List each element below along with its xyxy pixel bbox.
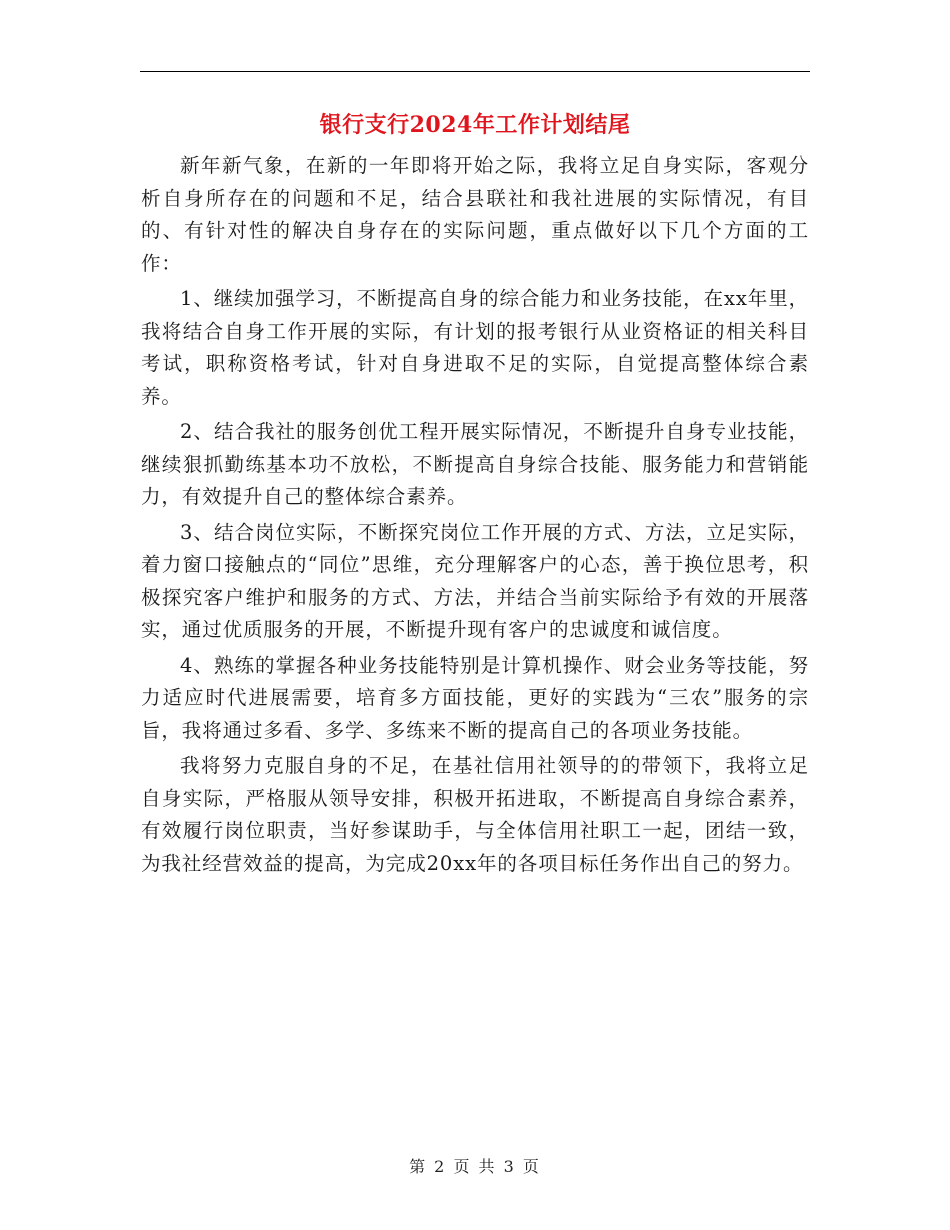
- plan-item-2-paragraph: 2、结合我社的服务创优工程开展实际情况，不断提升自身专业技能，继续狠抓勤练基本功不放松，不断提高自身综合技能、服务能力和营销能力，有效提升自己的整体综合素养。: [141, 420, 809, 508]
- document-title: 银行支行2024年工作计划结尾: [319, 112, 631, 138]
- plan-item-1-paragraph: 1、继续加强学习，不断提高自身的综合能力和业务技能，在xx年里，我将结合自身工作开展的实际，有计划的报考银行从业资格证的相关科目考试，职称资格考试，针对自身进取不足的实际，自觉提高整体综合素养。: [141, 287, 809, 408]
- header-rule: [140, 71, 810, 72]
- plan-item-3-paragraph: 3、结合岗位实际，不断探究岗位工作开展的方式、方法，立足实际，着力窗口接触点的“同位”思维，充分理解客户的心态，善于换位思考，积极探究客户维护和服务的方式、方法，并结合当前实际给予有效的开展落实，通过优质服务的开展，不断提升现有客户的忠诚度和诚信度。: [141, 520, 809, 641]
- closing-paragraph: 我将努力克服自身的不足，在基社信用社领导的的带领下，我将立足自身实际，严格服从领导安排，积极开拓进取，不断提高自身综合素养，有效履行岗位职责，当好参谋助手，与全体信用社职工一起，团结一致，为我社经营效益的提高，为完成20xx年的各项目标任务作出自己的努力。: [141, 754, 809, 875]
- intro-paragraph: 新年新气象，在新的一年即将开始之际，我将立足自身实际，客观分析自身所存在的问题和不足，结合县联社和我社进展的实际情况，有目的、有针对性的解决自身存在的实际问题，重点做好以下几个方面的工作：: [141, 154, 809, 275]
- document-body: [141, 150, 809, 883]
- plan-item-4-paragraph: 4、熟练的掌握各种业务技能特别是计算机操作、财会业务等技能，努力适应时代进展需要，培育多方面技能，更好的实践为“三农”服务的宗旨，我将通过多看、多学、多练来不断的提高自己的各项业务技能。: [141, 653, 809, 742]
- page-number-footer: 第 2 页 共 3 页: [409, 1157, 541, 1176]
